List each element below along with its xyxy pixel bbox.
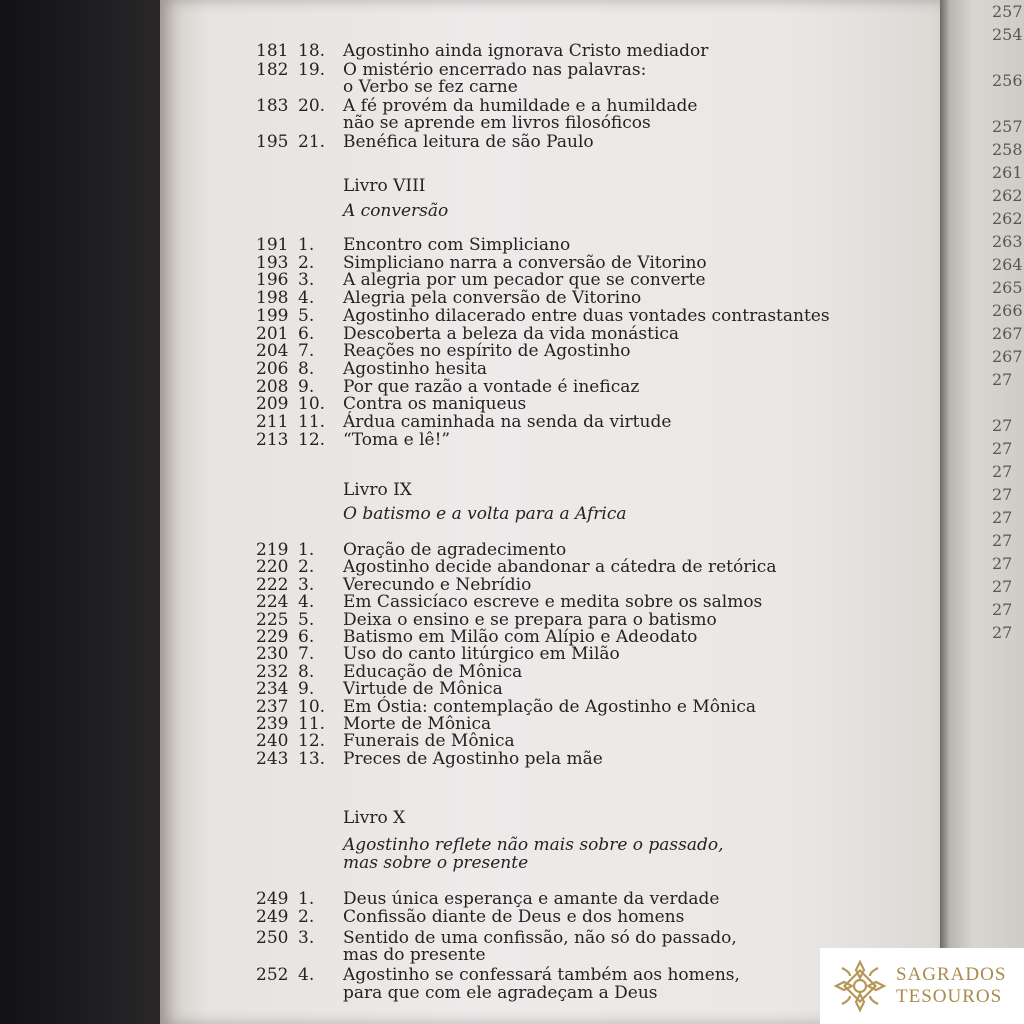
chapter-title: Morte de Mônica	[343, 714, 492, 734]
adjacent-page-number: 27	[992, 577, 1013, 596]
chapter-title: Confissão diante de Deus e dos homens	[343, 907, 685, 927]
book-heading: Livro VIII	[343, 176, 426, 196]
page-number: 234	[256, 679, 289, 700]
page-number: 193	[256, 252, 289, 273]
chapter-number: 2.	[298, 557, 315, 578]
page-number: 191	[256, 235, 289, 255]
page-number: 222	[256, 574, 289, 595]
chapter-number: 7.	[298, 341, 315, 362]
chapter-number: 2.	[298, 252, 315, 273]
chapter-number: 5.	[298, 305, 315, 326]
page-number: 229	[256, 627, 289, 647]
chapter-title: Em Óstia: contemplação de Agostinho e Mônica	[343, 696, 757, 717]
adjacent-page-number: 27	[992, 485, 1013, 504]
chapter-title: Virtude de Mônica	[343, 679, 503, 700]
adjacent-page-number: 267	[992, 347, 1023, 366]
adjacent-page-number: 27	[992, 439, 1013, 458]
chapter-title: para que com ele agradeçam a Deus	[343, 983, 658, 1003]
chapter-title: Uso do canto litúrgico em Milão	[343, 644, 620, 665]
chapter-title: O mistério encerrado nas palavras:	[343, 60, 647, 80]
chapter-number: 1.	[298, 235, 315, 255]
chapter-title: Árdua caminhada na senda da virtude	[343, 412, 672, 432]
chapter-number: 13.	[298, 748, 326, 769]
chapter-number: 8.	[298, 661, 315, 682]
chapter-title: Preces de Agostinho pela mãe	[343, 748, 603, 769]
adjacent-page-number: 262	[992, 209, 1023, 228]
chapter-title: Simpliciano narra a conversão de Vitorino	[343, 252, 707, 273]
chapter-title: Oração de agradecimento	[343, 540, 567, 560]
chapter-title: Deixa o ensino e se prepara para o batismo	[343, 609, 717, 630]
page-number: 220	[256, 557, 289, 578]
page-number: 182	[256, 60, 289, 80]
page-number: 250	[256, 928, 289, 948]
page-number: 230	[256, 644, 289, 665]
adjacent-page-number: 263	[992, 232, 1023, 251]
chapter-title: Em Cassicíaco escreve e medita sobre os salmos	[343, 592, 763, 613]
chapter-number: 18.	[298, 41, 326, 61]
book-subtitle: Agostinho reflete não mais sobre o passado,	[343, 835, 724, 855]
chapter-number: 19.	[298, 60, 326, 80]
chapter-title: “Toma e lê!”	[343, 429, 451, 450]
page-number: 239	[256, 714, 289, 734]
page-number: 243	[256, 748, 289, 769]
adjacent-page-number: 262	[992, 186, 1023, 205]
chapter-title: o Verbo se fez carne	[343, 77, 518, 97]
page-number: 206	[256, 358, 289, 379]
chapter-title: Alegria pela conversão de Vitorino	[343, 288, 642, 309]
chapter-number: 6.	[298, 627, 315, 647]
page-number: 181	[256, 41, 289, 61]
chapter-number: 7.	[298, 644, 315, 665]
watermark-logo	[820, 948, 1024, 1024]
chapter-number: 21.	[298, 132, 326, 152]
chapter-title: Verecundo e Nebrídio	[343, 574, 532, 595]
adjacent-page-number: 27	[992, 600, 1013, 619]
page-number: 208	[256, 376, 289, 397]
chapter-number: 3.	[298, 270, 315, 291]
chapter-number: 3.	[298, 574, 315, 595]
chapter-number: 6.	[298, 323, 315, 344]
page-number: 219	[256, 540, 289, 560]
page-number: 249	[256, 907, 289, 927]
chapter-title: Sentido de uma confissão, não só do passado,	[343, 928, 737, 948]
page-number: 198	[256, 288, 289, 309]
chapter-number: 3.	[298, 928, 315, 948]
adjacent-page-number: 264	[992, 255, 1023, 274]
chapter-title: Reações no espírito de Agostinho	[343, 341, 631, 362]
adjacent-page-number: 257	[992, 117, 1023, 136]
chapter-number: 1.	[298, 889, 315, 909]
chapter-number: 4.	[298, 288, 315, 309]
adjacent-page-number: 261	[992, 163, 1023, 182]
dark-background	[0, 0, 165, 1024]
chapter-title: Por que razão a vontade é ineficaz	[343, 376, 640, 397]
chapter-title: Agostinho hesita	[343, 358, 488, 379]
chapter-title: A fé provém da humildade e a humildade	[343, 96, 698, 116]
adjacent-page-number: 27	[992, 462, 1013, 481]
ornament-icon	[832, 958, 888, 1014]
adjacent-page-number: 254	[992, 25, 1023, 44]
chapter-number: 9.	[298, 679, 315, 700]
page-number: 199	[256, 305, 289, 326]
chapter-title: Funerais de Mônica	[343, 731, 515, 752]
book-heading: Livro IX	[343, 480, 412, 500]
adjacent-page-number: 265	[992, 278, 1023, 297]
chapter-number: 9.	[298, 376, 315, 397]
chapter-number: 10.	[298, 696, 326, 717]
adjacent-page-number: 27	[992, 623, 1013, 642]
chapter-title: Educação de Mônica	[343, 661, 523, 682]
adjacent-page-number: 27	[992, 508, 1013, 527]
adjacent-page-number: 267	[992, 324, 1023, 343]
page-number: 209	[256, 394, 289, 415]
chapter-number: 11.	[298, 412, 326, 432]
page-number: 196	[256, 270, 289, 291]
adjacent-page-number: 266	[992, 301, 1023, 320]
page-number: 224	[256, 592, 289, 613]
adjacent-page-number: 27	[992, 370, 1013, 389]
page-number: 183	[256, 96, 289, 116]
chapter-title: A alegria por um pecador que se converte	[343, 270, 706, 291]
page-number: 195	[256, 132, 289, 152]
adjacent-page-number: 27	[992, 416, 1013, 435]
chapter-number: 4.	[298, 592, 315, 613]
chapter-number: 12.	[298, 429, 326, 450]
page-number: 237	[256, 696, 289, 717]
chapter-number: 2.	[298, 907, 315, 927]
book-subtitle: O batismo e a volta para a Africa	[343, 504, 627, 524]
adjacent-page-numbers	[992, 0, 1024, 644]
page-number: 213	[256, 429, 289, 450]
chapter-number: 11.	[298, 714, 326, 734]
chapter-title: não se aprende em livros filosóficos	[343, 113, 651, 133]
adjacent-page-number	[992, 92, 1024, 115]
chapter-title: Descoberta a beleza da vida monástica	[343, 323, 680, 344]
adjacent-page-number	[992, 391, 1024, 414]
chapter-title: Agostinho dilacerado entre duas vontades contrastantes	[343, 305, 830, 326]
chapter-number: 1.	[298, 540, 315, 560]
adjacent-page-number	[992, 46, 1024, 69]
book-subtitle: mas sobre o presente	[343, 853, 529, 873]
chapter-number: 12.	[298, 731, 326, 752]
page-number: 211	[256, 412, 289, 432]
adjacent-page-number: 258	[992, 140, 1023, 159]
adjacent-page-number: 257	[992, 2, 1023, 21]
chapter-title: Agostinho decide abandonar a cátedra de retórica	[343, 557, 777, 578]
chapter-number: 8.	[298, 358, 315, 379]
chapter-number: 20.	[298, 96, 326, 116]
chapter-title: Encontro com Simpliciano	[343, 235, 571, 255]
chapter-title: mas do presente	[343, 945, 486, 965]
chapter-number: 4.	[298, 965, 315, 985]
adjacent-page-number: 27	[992, 531, 1013, 550]
chapter-title: Benéfica leitura de são Paulo	[343, 132, 594, 152]
chapter-title: Agostinho se confessará também aos homens,	[343, 965, 740, 985]
page-number: 232	[256, 661, 289, 682]
adjacent-page-number: 27	[992, 554, 1013, 573]
page-number: 252	[256, 965, 289, 985]
watermark-line2: TESOUROS	[896, 986, 1003, 1007]
chapter-number: 10.	[298, 394, 326, 415]
chapter-title: Deus única esperança e amante da verdade	[343, 889, 720, 909]
book-heading: Livro X	[343, 808, 406, 828]
book-subtitle: A conversão	[343, 201, 449, 221]
page-number: 225	[256, 609, 289, 630]
page-number: 204	[256, 341, 289, 362]
chapter-title: Agostinho ainda ignorava Cristo mediador	[343, 41, 709, 61]
chapter-title: Batismo em Milão com Alípio e Adeodato	[343, 627, 698, 647]
page-number: 249	[256, 889, 289, 909]
chapter-title: Contra os maniqueus	[343, 394, 527, 415]
page-number: 240	[256, 731, 289, 752]
chapter-number: 5.	[298, 609, 315, 630]
page-number: 201	[256, 323, 289, 344]
watermark-line1: SAGRADOS	[896, 964, 1007, 985]
adjacent-page-number: 256	[992, 71, 1023, 90]
